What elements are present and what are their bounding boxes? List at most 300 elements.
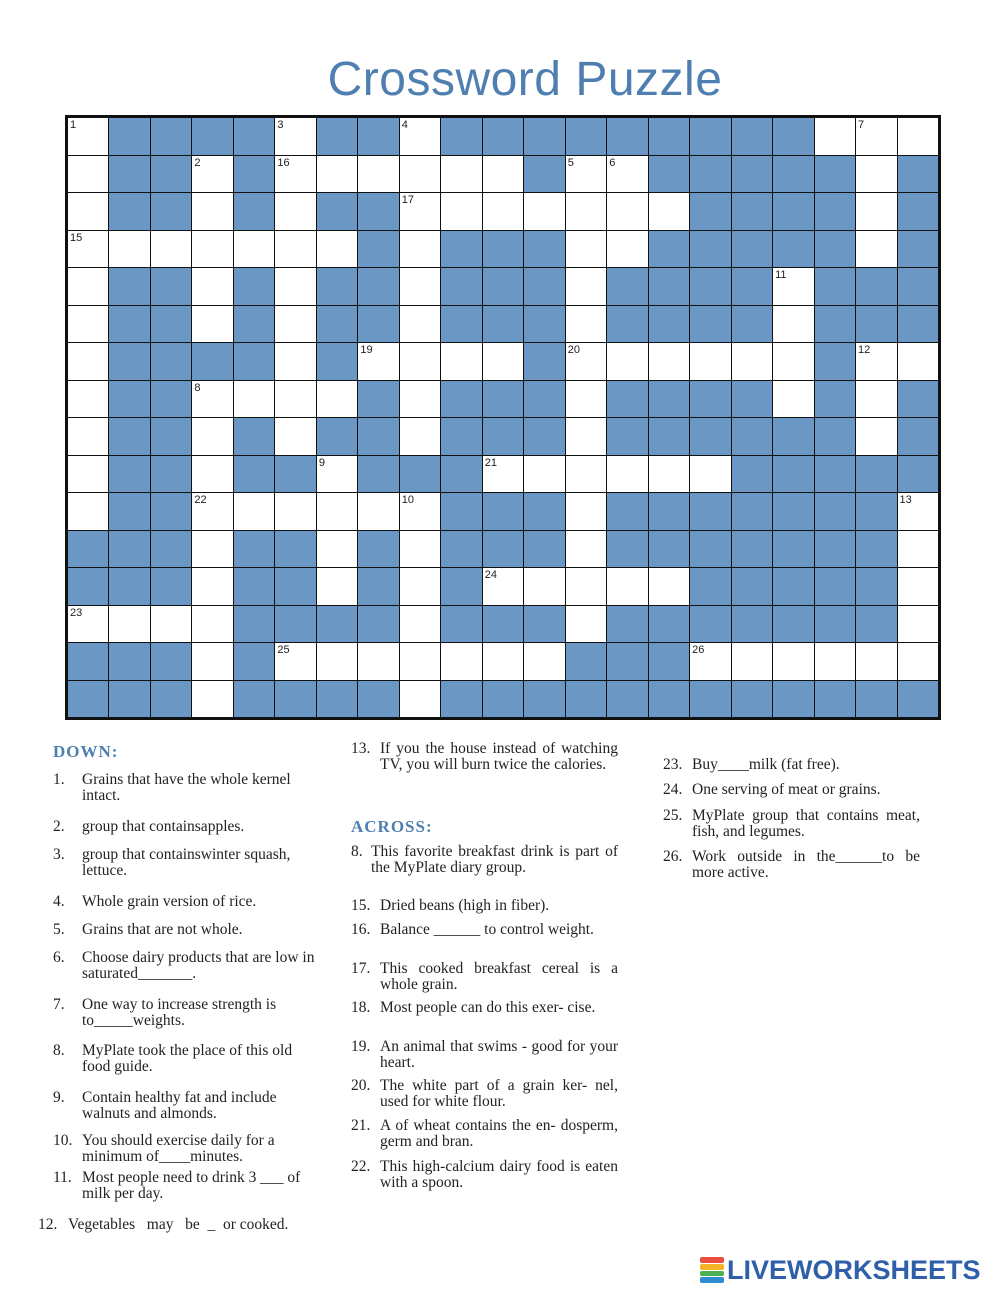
letter-cell[interactable] (400, 643, 440, 680)
letter-cell[interactable] (856, 156, 896, 193)
letter-input[interactable] (483, 643, 523, 680)
letter-input[interactable] (773, 268, 813, 305)
letter-cell[interactable] (275, 231, 315, 268)
letter-cell[interactable] (773, 381, 813, 418)
letter-input[interactable] (690, 456, 730, 493)
letter-cell[interactable] (68, 118, 108, 155)
letter-input[interactable] (192, 306, 232, 343)
letter-cell[interactable] (483, 568, 523, 605)
letter-input[interactable] (690, 643, 730, 680)
letter-cell[interactable] (192, 306, 232, 343)
letter-input[interactable] (898, 643, 938, 680)
letter-input[interactable] (400, 681, 440, 718)
letter-cell[interactable] (483, 643, 523, 680)
letter-input[interactable] (649, 343, 689, 380)
letter-input[interactable] (773, 306, 813, 343)
letter-cell[interactable] (566, 418, 606, 455)
letter-cell[interactable] (649, 456, 689, 493)
black-cell (732, 193, 772, 230)
letter-cell[interactable] (566, 493, 606, 530)
letter-cell[interactable] (275, 306, 315, 343)
letter-input[interactable] (68, 231, 108, 268)
letter-cell[interactable] (192, 268, 232, 305)
letter-input[interactable] (275, 118, 315, 155)
letter-cell[interactable] (856, 381, 896, 418)
black-cell (690, 418, 730, 455)
letter-input[interactable] (898, 118, 938, 155)
letter-input[interactable] (898, 606, 938, 643)
letter-input[interactable] (275, 268, 315, 305)
black-cell (483, 493, 523, 530)
letter-input[interactable] (566, 531, 606, 568)
black-cell (151, 643, 191, 680)
letter-input[interactable] (358, 493, 398, 530)
letter-cell[interactable] (524, 193, 564, 230)
black-cell (234, 681, 274, 718)
letter-input[interactable] (856, 643, 896, 680)
letter-cell[interactable] (732, 343, 772, 380)
letter-input[interactable] (68, 306, 108, 343)
letter-input[interactable] (566, 418, 606, 455)
letter-input[interactable] (192, 156, 232, 193)
letter-input[interactable] (566, 268, 606, 305)
letter-cell[interactable] (358, 643, 398, 680)
letter-cell[interactable] (68, 156, 108, 193)
black-cell (732, 268, 772, 305)
letter-input[interactable] (317, 493, 357, 530)
letter-cell[interactable] (607, 343, 647, 380)
letter-input[interactable] (607, 156, 647, 193)
letter-input[interactable] (275, 193, 315, 230)
letter-cell[interactable] (690, 456, 730, 493)
letter-cell[interactable] (317, 156, 357, 193)
letter-cell[interactable] (856, 118, 896, 155)
black-cell (815, 493, 855, 530)
letter-input[interactable] (234, 231, 274, 268)
letter-cell[interactable] (400, 606, 440, 643)
letter-cell[interactable] (607, 156, 647, 193)
letter-input[interactable] (234, 493, 274, 530)
letter-input[interactable] (898, 568, 938, 605)
letter-cell[interactable] (275, 493, 315, 530)
letter-input[interactable] (441, 343, 481, 380)
letter-input[interactable] (566, 156, 606, 193)
letter-input[interactable] (773, 381, 813, 418)
letter-input[interactable] (607, 456, 647, 493)
letter-input[interactable] (109, 606, 149, 643)
black-cell (607, 418, 647, 455)
letter-input[interactable] (68, 493, 108, 530)
letter-input[interactable] (566, 381, 606, 418)
letter-cell[interactable] (649, 568, 689, 605)
letter-input[interactable] (524, 568, 564, 605)
clue-number: 15 (70, 231, 83, 244)
black-cell (109, 306, 149, 343)
letter-cell[interactable] (192, 456, 232, 493)
letter-cell[interactable] (483, 343, 523, 380)
letter-cell[interactable] (441, 156, 481, 193)
letter-cell[interactable] (68, 493, 108, 530)
letter-input[interactable] (524, 643, 564, 680)
letter-cell[interactable] (607, 193, 647, 230)
black-cell (275, 456, 315, 493)
letter-cell[interactable] (607, 231, 647, 268)
letter-cell[interactable] (275, 381, 315, 418)
letter-input[interactable] (441, 193, 481, 230)
letter-input[interactable] (275, 493, 315, 530)
liveworksheets-logo[interactable] (700, 1255, 981, 1285)
letter-cell[interactable] (524, 456, 564, 493)
letter-input[interactable] (317, 231, 357, 268)
letter-cell[interactable] (856, 343, 896, 380)
letter-input[interactable] (151, 231, 191, 268)
black-cell (773, 568, 813, 605)
letter-cell[interactable] (192, 606, 232, 643)
letter-input[interactable] (317, 643, 357, 680)
letter-cell[interactable] (192, 493, 232, 530)
letter-cell[interactable] (68, 306, 108, 343)
letter-cell[interactable] (773, 306, 813, 343)
letter-cell[interactable] (275, 156, 315, 193)
letter-cell[interactable] (400, 306, 440, 343)
letter-input[interactable] (566, 343, 606, 380)
letter-cell[interactable] (607, 568, 647, 605)
letter-input[interactable] (68, 606, 108, 643)
letter-input[interactable] (441, 643, 481, 680)
letter-cell[interactable] (358, 493, 398, 530)
across-clue: 21. A of wheat contains the en- dosperm, germ and bran. (351, 1117, 618, 1150)
letter-cell[interactable] (192, 568, 232, 605)
letter-input[interactable] (192, 493, 232, 530)
letter-cell[interactable] (400, 193, 440, 230)
letter-cell[interactable] (566, 531, 606, 568)
letter-input[interactable] (192, 418, 232, 455)
letter-input[interactable] (607, 231, 647, 268)
letter-cell[interactable] (566, 306, 606, 343)
letter-cell[interactable] (234, 231, 274, 268)
letter-cell[interactable] (566, 193, 606, 230)
letter-cell[interactable] (109, 606, 149, 643)
letter-cell[interactable] (192, 231, 232, 268)
letter-cell[interactable] (400, 156, 440, 193)
letter-cell[interactable] (773, 343, 813, 380)
letter-cell[interactable] (566, 231, 606, 268)
down-clue: 10. You should exercise daily for a minimum of____minutes. (53, 1132, 275, 1165)
letter-input[interactable] (68, 418, 108, 455)
letter-input[interactable] (856, 156, 896, 193)
letter-input[interactable] (192, 568, 232, 605)
black-cell (649, 681, 689, 718)
letter-input[interactable] (856, 118, 896, 155)
letter-input[interactable] (400, 231, 440, 268)
letter-input[interactable] (566, 456, 606, 493)
letter-cell[interactable] (275, 193, 315, 230)
letter-cell[interactable] (275, 643, 315, 680)
letter-input[interactable] (566, 193, 606, 230)
letter-input[interactable] (400, 118, 440, 155)
letter-input[interactable] (192, 606, 232, 643)
letter-cell[interactable] (607, 456, 647, 493)
letter-input[interactable] (898, 343, 938, 380)
letter-cell[interactable] (400, 568, 440, 605)
letter-cell[interactable] (275, 268, 315, 305)
letter-input[interactable] (483, 568, 523, 605)
letter-input[interactable] (234, 381, 274, 418)
letter-cell[interactable] (151, 606, 191, 643)
letter-cell[interactable] (690, 643, 730, 680)
letter-cell[interactable] (317, 643, 357, 680)
letter-cell[interactable] (649, 193, 689, 230)
letter-cell[interactable] (400, 118, 440, 155)
letter-cell[interactable] (815, 643, 855, 680)
letter-cell[interactable] (898, 606, 938, 643)
letter-input[interactable] (566, 231, 606, 268)
letter-input[interactable] (192, 193, 232, 230)
letter-cell[interactable] (441, 643, 481, 680)
letter-input[interactable] (68, 268, 108, 305)
letter-cell[interactable] (400, 418, 440, 455)
letter-input[interactable] (192, 531, 232, 568)
letter-cell[interactable] (732, 643, 772, 680)
letter-input[interactable] (68, 156, 108, 193)
letter-cell[interactable] (317, 531, 357, 568)
letter-cell[interactable] (275, 418, 315, 455)
letter-input[interactable] (109, 231, 149, 268)
letter-input[interactable] (649, 456, 689, 493)
letter-cell[interactable] (358, 343, 398, 380)
black-cell (524, 418, 564, 455)
letter-input[interactable] (400, 568, 440, 605)
letter-input[interactable] (275, 381, 315, 418)
letter-input[interactable] (856, 193, 896, 230)
letter-cell[interactable] (483, 456, 523, 493)
letter-cell[interactable] (400, 381, 440, 418)
letter-cell[interactable] (524, 568, 564, 605)
letter-cell[interactable] (192, 643, 232, 680)
letter-cell[interactable] (898, 531, 938, 568)
letter-cell[interactable] (400, 493, 440, 530)
letter-cell[interactable] (317, 381, 357, 418)
letter-input[interactable] (524, 456, 564, 493)
letter-input[interactable] (192, 681, 232, 718)
letter-cell[interactable] (192, 681, 232, 718)
letter-cell[interactable] (524, 643, 564, 680)
letter-input[interactable] (192, 643, 232, 680)
letter-cell[interactable] (441, 193, 481, 230)
letter-cell[interactable] (400, 681, 440, 718)
letter-input[interactable] (898, 493, 938, 530)
letter-cell[interactable] (275, 343, 315, 380)
letter-cell[interactable] (192, 418, 232, 455)
black-cell (109, 681, 149, 718)
letter-cell[interactable] (400, 268, 440, 305)
letter-cell[interactable] (68, 606, 108, 643)
letter-cell[interactable] (400, 343, 440, 380)
letter-input[interactable] (483, 156, 523, 193)
letter-input[interactable] (192, 268, 232, 305)
letter-input[interactable] (68, 343, 108, 380)
letter-input[interactable] (275, 343, 315, 380)
letter-input[interactable] (192, 231, 232, 268)
letter-input[interactable] (773, 643, 813, 680)
letter-cell[interactable] (192, 193, 232, 230)
letter-cell[interactable] (566, 268, 606, 305)
letter-input[interactable] (441, 156, 481, 193)
across-clue: 15. Dried beans (high in fiber). (351, 897, 550, 914)
letter-cell[interactable] (151, 231, 191, 268)
letter-cell[interactable] (192, 381, 232, 418)
letter-cell[interactable] (856, 193, 896, 230)
letter-cell[interactable] (898, 118, 938, 155)
letter-input[interactable] (275, 231, 315, 268)
letter-input[interactable] (68, 456, 108, 493)
letter-input[interactable] (732, 343, 772, 380)
letter-input[interactable] (358, 643, 398, 680)
letter-input[interactable] (566, 306, 606, 343)
black-cell (234, 306, 274, 343)
black-cell (234, 606, 274, 643)
letter-cell[interactable] (68, 343, 108, 380)
letter-input[interactable] (358, 343, 398, 380)
letter-input[interactable] (524, 193, 564, 230)
black-cell (856, 493, 896, 530)
letter-cell[interactable] (649, 343, 689, 380)
letter-input[interactable] (483, 193, 523, 230)
letter-cell[interactable] (317, 231, 357, 268)
letter-cell[interactable] (400, 531, 440, 568)
letter-input[interactable] (68, 193, 108, 230)
letter-cell[interactable] (566, 568, 606, 605)
letter-input[interactable] (690, 343, 730, 380)
letter-input[interactable] (400, 193, 440, 230)
letter-input[interactable] (400, 343, 440, 380)
letter-input[interactable] (358, 156, 398, 193)
letter-cell[interactable] (68, 381, 108, 418)
letter-input[interactable] (68, 118, 108, 155)
letter-input[interactable] (856, 381, 896, 418)
letter-input[interactable] (856, 343, 896, 380)
letter-input[interactable] (68, 381, 108, 418)
letter-cell[interactable] (566, 343, 606, 380)
letter-cell[interactable] (234, 381, 274, 418)
black-cell (732, 118, 772, 155)
letter-input[interactable] (566, 568, 606, 605)
letter-input[interactable] (400, 606, 440, 643)
letter-cell[interactable] (234, 493, 274, 530)
letter-cell[interactable] (109, 231, 149, 268)
letter-input[interactable] (607, 193, 647, 230)
letter-cell[interactable] (68, 231, 108, 268)
letter-input[interactable] (400, 418, 440, 455)
letter-input[interactable] (192, 381, 232, 418)
letter-cell[interactable] (856, 418, 896, 455)
letter-input[interactable] (607, 343, 647, 380)
letter-input[interactable] (607, 568, 647, 605)
letter-input[interactable] (400, 493, 440, 530)
letter-input[interactable] (732, 643, 772, 680)
letter-input[interactable] (400, 268, 440, 305)
black-cell (151, 681, 191, 718)
letter-input[interactable] (400, 306, 440, 343)
letter-cell[interactable] (690, 343, 730, 380)
letter-cell[interactable] (773, 268, 813, 305)
down-clue: 8. MyPlate took the place of this old food guide. (53, 1042, 293, 1075)
letter-cell[interactable] (898, 643, 938, 680)
letter-input[interactable] (649, 193, 689, 230)
letter-cell[interactable] (317, 568, 357, 605)
letter-input[interactable] (317, 568, 357, 605)
letter-cell[interactable] (68, 418, 108, 455)
black-cell (109, 343, 149, 380)
letter-input[interactable] (483, 456, 523, 493)
letter-cell[interactable] (358, 156, 398, 193)
letter-cell[interactable] (815, 118, 855, 155)
letter-input[interactable] (317, 456, 357, 493)
black-cell (690, 381, 730, 418)
letter-input[interactable] (898, 531, 938, 568)
letter-input[interactable] (275, 156, 315, 193)
letter-cell[interactable] (317, 493, 357, 530)
letter-input[interactable] (815, 118, 855, 155)
letter-cell[interactable] (317, 456, 357, 493)
letter-cell[interactable] (68, 193, 108, 230)
letter-cell[interactable] (566, 381, 606, 418)
letter-input[interactable] (400, 531, 440, 568)
letter-cell[interactable] (856, 231, 896, 268)
letter-cell[interactable] (192, 531, 232, 568)
letter-input[interactable] (856, 231, 896, 268)
letter-input[interactable] (317, 156, 357, 193)
letter-cell[interactable] (483, 193, 523, 230)
letter-cell[interactable] (566, 156, 606, 193)
letter-cell[interactable] (566, 606, 606, 643)
letter-input[interactable] (566, 606, 606, 643)
letter-input[interactable] (400, 643, 440, 680)
black-cell (773, 156, 813, 193)
letter-cell[interactable] (898, 493, 938, 530)
letter-input[interactable] (275, 306, 315, 343)
letter-cell[interactable] (400, 231, 440, 268)
letter-input[interactable] (275, 418, 315, 455)
across-clue: 20. The white part of a grain ker- nel, used for white flour. (351, 1077, 618, 1110)
letter-input[interactable] (815, 643, 855, 680)
letter-input[interactable] (400, 381, 440, 418)
letter-input[interactable] (773, 343, 813, 380)
letter-cell[interactable] (898, 568, 938, 605)
letter-cell[interactable] (566, 456, 606, 493)
letter-cell[interactable] (773, 643, 813, 680)
letter-input[interactable] (317, 381, 357, 418)
letter-input[interactable] (400, 156, 440, 193)
letter-input[interactable] (317, 531, 357, 568)
letter-cell[interactable] (68, 268, 108, 305)
letter-cell[interactable] (68, 456, 108, 493)
letter-cell[interactable] (856, 643, 896, 680)
letter-input[interactable] (483, 343, 523, 380)
letter-cell[interactable] (441, 343, 481, 380)
letter-input[interactable] (192, 456, 232, 493)
letter-input[interactable] (566, 493, 606, 530)
letter-cell[interactable] (275, 118, 315, 155)
across-clue: 23. Buy____milk (fat free). (663, 756, 840, 773)
letter-cell[interactable] (898, 343, 938, 380)
letter-input[interactable] (649, 568, 689, 605)
letter-cell[interactable] (483, 156, 523, 193)
letter-input[interactable] (151, 606, 191, 643)
letter-cell[interactable] (192, 156, 232, 193)
letter-input[interactable] (856, 418, 896, 455)
letter-input[interactable] (275, 643, 315, 680)
